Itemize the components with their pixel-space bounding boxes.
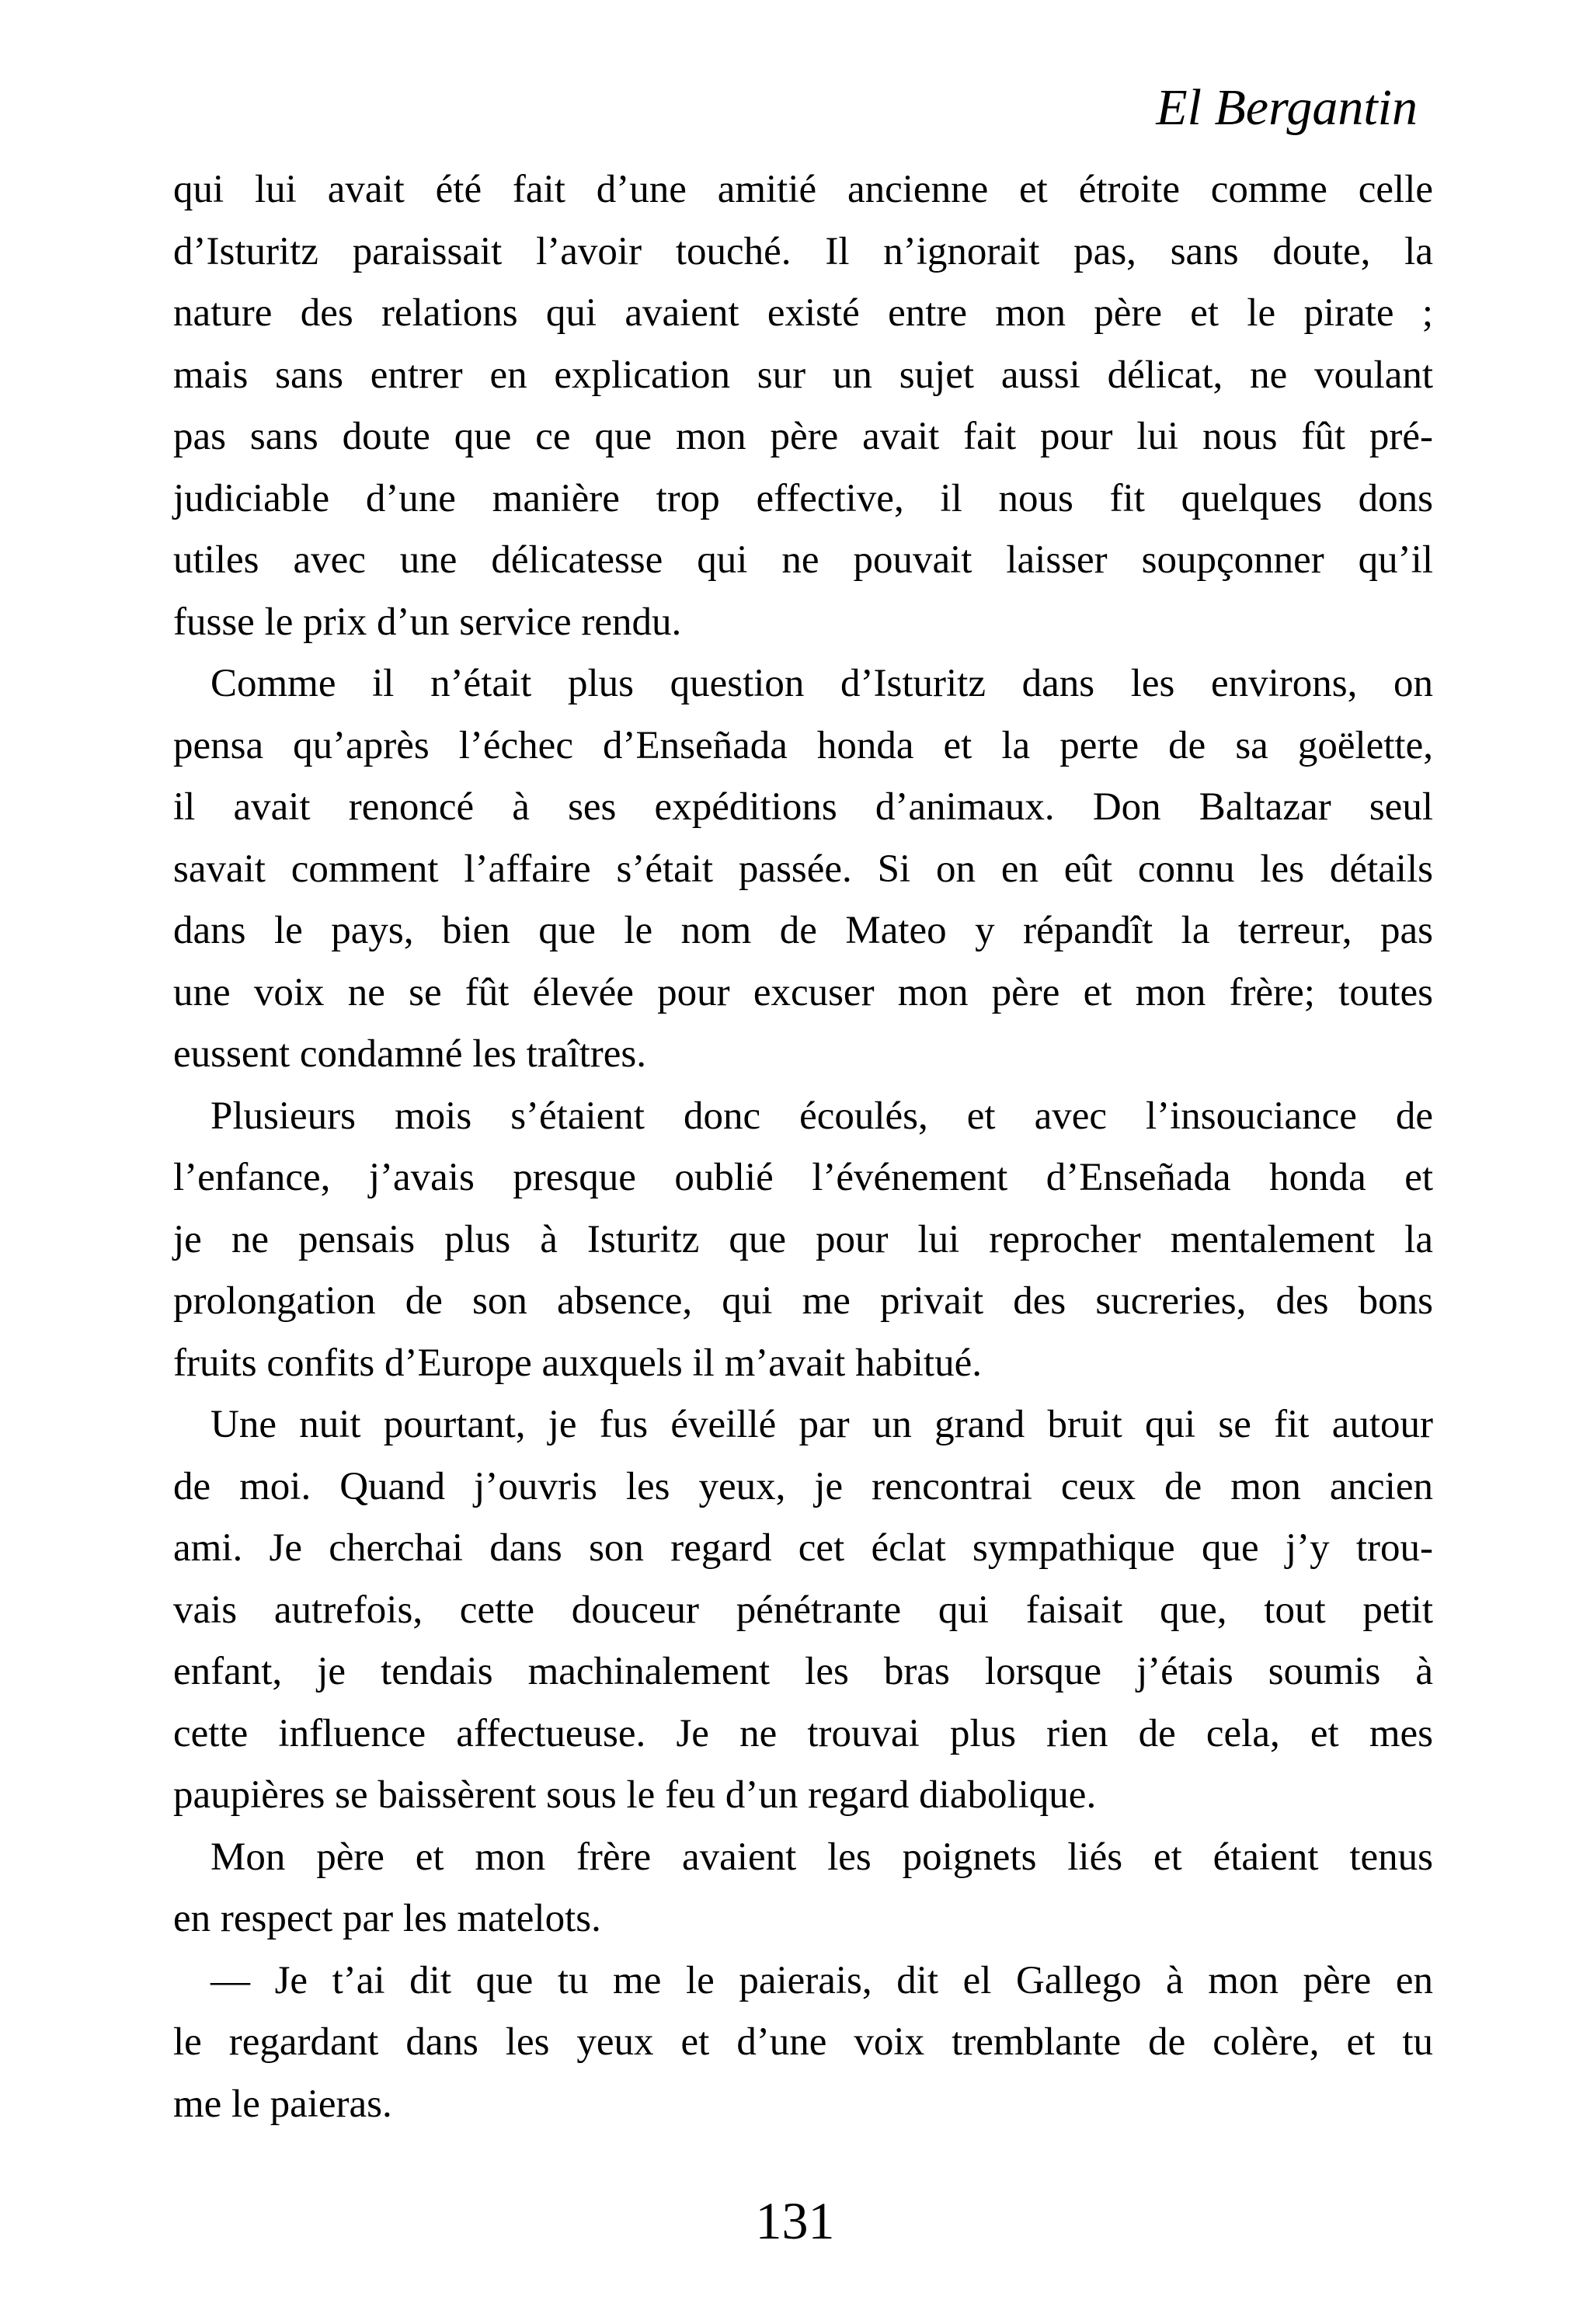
- text-line: fusse le prix d’un service rendu.: [173, 600, 682, 644]
- paragraph: [173, 159, 1433, 653]
- text-line: pensa qu’après l’échec d’Enseñada honda et la perte de sa goëlette,: [173, 723, 1433, 767]
- text-line: — Je t’ai dit que tu me le paierais, dit el Gallego à mon père en: [210, 1958, 1433, 2002]
- text-line: cette influence affectueuse. Je ne trouvai plus rien de cela, et mes: [173, 1711, 1433, 1755]
- text-line: ami. Je cherchai dans son regard cet éclat sympathique que j’y trou-: [173, 1526, 1433, 1570]
- text-line: il avait renoncé à ses expéditions d’animaux. Don Baltazar seul: [173, 785, 1433, 829]
- text-line: Plusieurs mois s’étaient donc écoulés, et avec l’insouciance de: [210, 1094, 1433, 1138]
- page-number: 131: [755, 2191, 835, 2250]
- text-line: utiles avec une délicatesse qui ne pouvait laisser soupçonner qu’il: [173, 538, 1433, 582]
- text-line: d’Isturitz paraissait l’avoir touché. Il n’ignorait pas, sans doute, la: [173, 229, 1433, 273]
- paragraph: [173, 1827, 1433, 1950]
- text-line: Une nuit pourtant, je fus éveillé par un grand bruit qui se fit autour: [210, 1403, 1433, 1446]
- text-line: je ne pensais plus à Isturitz que pour lui reprocher mentalement la: [173, 1217, 1433, 1261]
- text-line: pas sans doute que ce que mon père avait fait pour lui nous fût pré-: [173, 415, 1433, 458]
- paragraph: [173, 653, 1433, 1086]
- text-line: nature des relations qui avaient existé entre mon père et le pirate ;: [173, 291, 1433, 335]
- text-line: une voix ne se fût élevée pour excuser mon père et mon frère; toutes: [173, 970, 1433, 1014]
- text-line: paupières se baissèrent sous le feu d’un regard diabolique.: [173, 1773, 1097, 1817]
- text-line: dans le pays, bien que le nom de Mateo y répandît la terreur, pas: [173, 909, 1433, 952]
- text-line: l’enfance, j’avais presque oublié l’événement d’Enseñada honda et: [173, 1156, 1433, 1199]
- text-line: eussent condamné les traîtres.: [173, 1032, 646, 1076]
- running-header: El Bergantin: [1156, 79, 1418, 136]
- text-line: mais sans entrer en explication sur un sujet aussi délicat, ne voulant: [173, 353, 1433, 397]
- text-line: qui lui avait été fait d’une amitié ancienne et étroite comme celle: [173, 168, 1433, 211]
- paragraph: [173, 1086, 1433, 1395]
- text-line: me le paieras.: [173, 2082, 392, 2126]
- text-line: fruits confits d’Europe auxquels il m’avait habitué.: [173, 1341, 982, 1385]
- text-line: vais autrefois, cette douceur pénétrante qui faisait que, tout petit: [173, 1588, 1433, 1632]
- text-line: enfant, je tendais machinalement les bras lorsque j’étais soumis à: [173, 1650, 1433, 1693]
- text-line: Mon père et mon frère avaient les poignets liés et étaient tenus: [210, 1835, 1433, 1879]
- text-line: judiciable d’une manière trop effective, il nous fit quelques dons: [173, 476, 1433, 520]
- text-line: prolongation de son absence, qui me privait des sucreries, des bons: [173, 1279, 1433, 1323]
- text-line: savait comment l’affaire s’était passée. Si on en eût connu les détails: [173, 847, 1433, 891]
- text-line: Comme il n’était plus question d’Isturitz dans les environs, on: [210, 662, 1433, 705]
- paragraph: [173, 1950, 1433, 2136]
- text-line: le regardant dans les yeux et d’une voix tremblante de colère, et tu: [173, 2020, 1433, 2064]
- body-text: [173, 159, 1433, 2135]
- text-line: en respect par les matelots.: [173, 1897, 601, 1940]
- paragraph: [173, 1394, 1433, 1827]
- text-line: de moi. Quand j’ouvris les yeux, je rencontrai ceux de mon ancien: [173, 1464, 1433, 1508]
